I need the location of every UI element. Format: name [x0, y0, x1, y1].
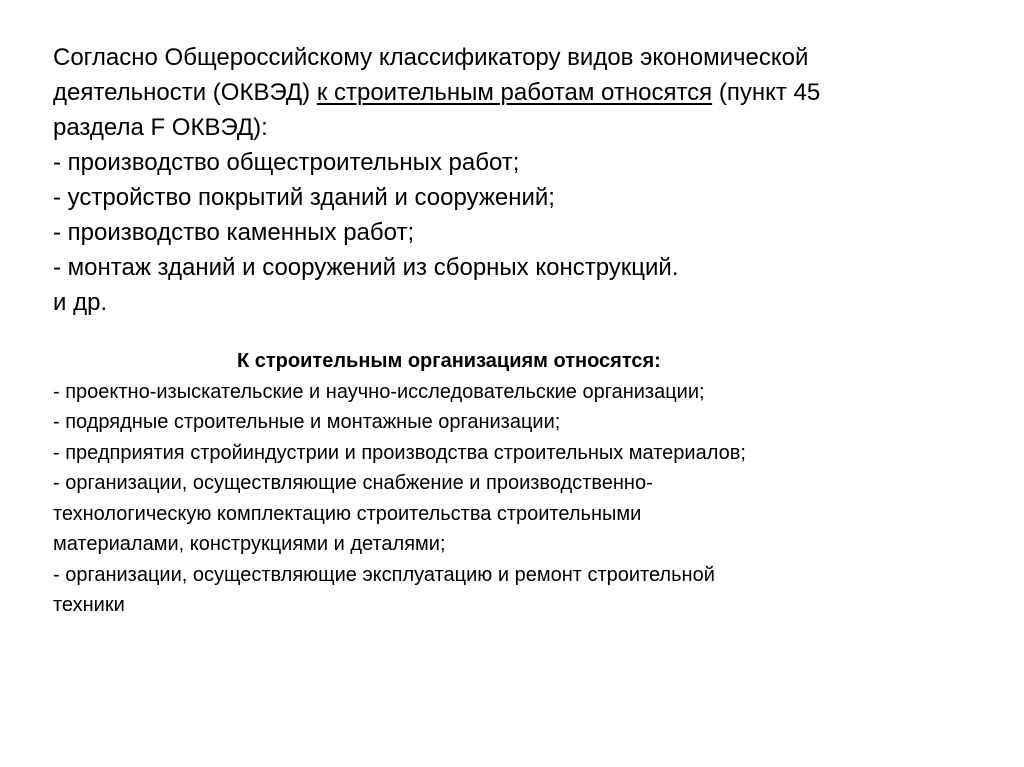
- list-item: - предприятия стройиндустрии и производства строительных материалов;: [53, 441, 746, 464]
- list-item: и др.: [53, 289, 108, 316]
- construction-works-section: [53, 40, 983, 320]
- list-item: - производство общестроительных работ;: [53, 149, 520, 176]
- list-item: - монтаж зданий и сооружений из сборных конструкций.: [53, 254, 679, 281]
- list-item: техники: [53, 594, 125, 616]
- organizations-section: [53, 346, 983, 621]
- intro-line: Согласно Общероссийскому классификатору видов экономической: [53, 44, 809, 71]
- list-item: технологическую комплектацию строительства строительными: [53, 502, 642, 525]
- intro-line: раздела F ОКВЭД):: [53, 114, 268, 141]
- list-item: материалами, конструкциями и деталями;: [53, 533, 446, 555]
- intro-line: [53, 75, 983, 110]
- list-item: - организации, осуществляющие снабжение и производственно-: [53, 472, 653, 494]
- intro-text: деятельности (ОКВЭД): [53, 79, 317, 106]
- list-item: - проектно-изыскательские и научно-исследовательские организации;: [53, 380, 705, 403]
- intro-text: (пункт 45: [712, 79, 821, 106]
- list-item: - устройство покрытий зданий и сооружений;: [53, 184, 555, 211]
- list-item: - организации, осуществляющие эксплуатацию и ремонт строительной: [53, 563, 715, 586]
- section-heading: К строительным организациям относятся:: [237, 350, 661, 372]
- list-item: - подрядные строительные и монтажные организации;: [53, 411, 561, 433]
- underlined-phrase: к строительным работам относятся: [316, 79, 713, 106]
- list-item: - производство каменных работ;: [53, 219, 415, 246]
